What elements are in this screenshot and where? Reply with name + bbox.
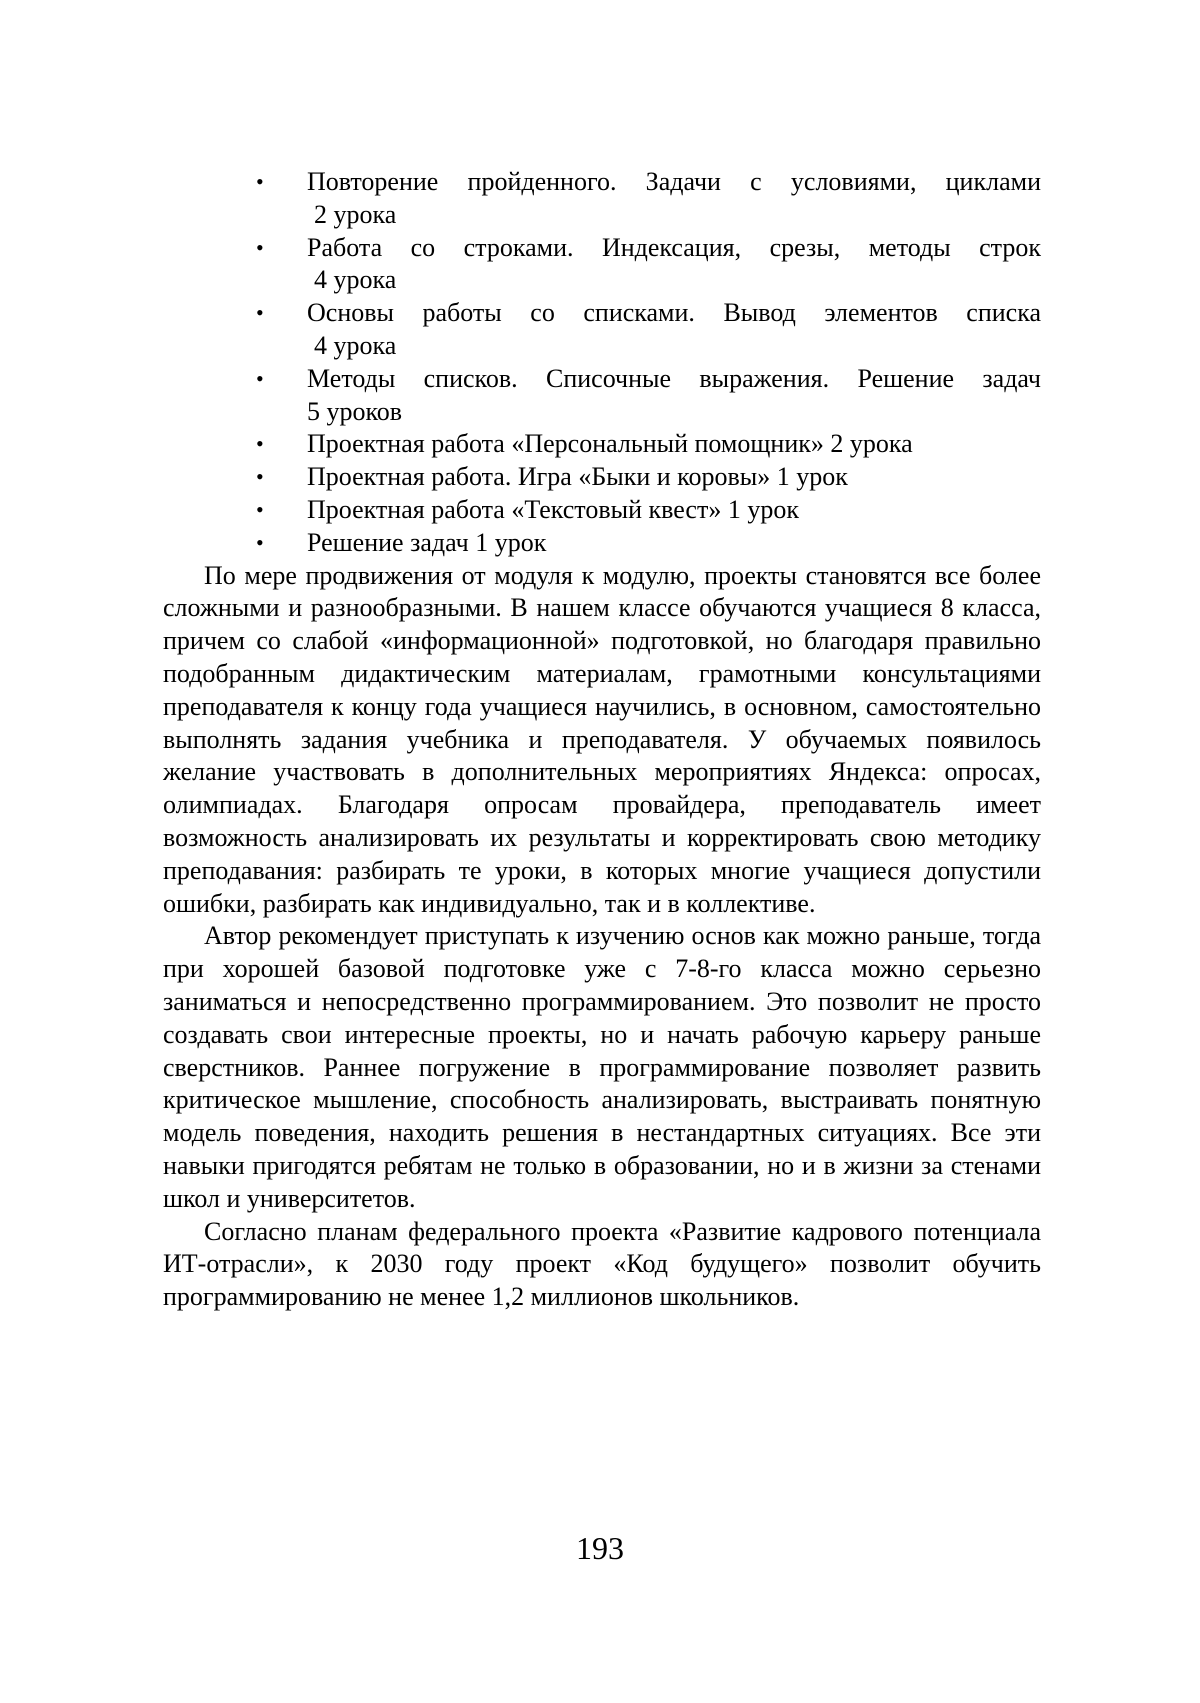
- list-item: [163, 461, 1041, 494]
- list-item: [163, 363, 1041, 429]
- list-item-text: Основы работы со списками. Вывод элементов списка: [307, 297, 1041, 330]
- list-item-text: Решение задач 1 урок: [307, 527, 1041, 560]
- bullet-icon: •: [256, 297, 266, 330]
- list-item-duration: 2 урока: [307, 199, 1041, 232]
- list-item-text: Проектная работа. Игра «Быки и коровы» 1 урок: [307, 461, 1041, 494]
- list-item-text: Проектная работа «Текстовый квест» 1 урок: [307, 494, 1041, 527]
- document-page: [0, 0, 1200, 1703]
- bullet-icon: •: [256, 232, 266, 265]
- list-item-text: Проектная работа «Персональный помощник» 2 урока: [307, 428, 1041, 461]
- list-item: [163, 166, 1041, 232]
- list-item: [163, 297, 1041, 363]
- body-paragraph: Согласно планам федерального проекта «Развитие кадрового потенциала ИТ-отрасли», к 2030 году проект «Код будущего» позволит обучить программированию не менее 1,2 миллионов школьников.: [163, 1216, 1041, 1314]
- bullet-icon: •: [256, 428, 266, 461]
- body-paragraph: По мере продвижения от модуля к модулю, проекты становятся все более сложными и разнообразными. В нашем классе обучаются учащиеся 8 класса, причем со слабой «информационной» подготовкой, но благодаря правильно подобранным дидактическим материалам, грамотными консультациями преподавателя к концу года учащиеся научились, в основном, самостоятельно выполнять задания учебника и преподавателя. У обучаемых появилось желание участвовать в дополнительных мероприятиях Яндекса: опросах, олимпиадах. Благодаря опросам провайдера, преподаватель имеет возможность анализировать их результаты и корректировать свою методику преподавания: разбирать те уроки, в которых многие учащиеся допустили ошибки, разбирать как индивидуально, так и в коллективе.: [163, 560, 1041, 921]
- list-item: [163, 494, 1041, 527]
- list-item-duration: 5 уроков: [307, 396, 1041, 429]
- page-content: [163, 166, 1041, 1314]
- list-item-duration: 4 урока: [307, 330, 1041, 363]
- list-item-duration: 4 урока: [307, 264, 1041, 297]
- bullet-icon: •: [256, 527, 266, 560]
- list-item: [163, 232, 1041, 298]
- list-item: [163, 527, 1041, 560]
- list-item: [163, 428, 1041, 461]
- bullet-icon: •: [256, 363, 266, 396]
- bullet-icon: •: [256, 166, 266, 199]
- list-item-text: Повторение пройденного. Задачи с условиями, циклами: [307, 166, 1041, 199]
- list-item-text: Методы списков. Списочные выражения. Решение задач: [307, 363, 1041, 396]
- page-number: 193: [0, 1528, 1200, 1568]
- bullet-icon: •: [256, 461, 266, 494]
- lesson-list: [163, 166, 1041, 560]
- bullet-icon: •: [256, 494, 266, 527]
- list-item-text: Работа со строками. Индексация, срезы, методы строк: [307, 232, 1041, 265]
- body-paragraph: Автор рекомендует приступать к изучению основ как можно раньше, тогда при хорошей базовой подготовке уже с 7-8-го класса можно серьезно заниматься и непосредственно программированием. Это позволит не просто создавать свои интересные проекты, но и начать рабочую карьеру раньше сверстников. Раннее погружение в программирование позволяет развить критическое мышление, способность анализировать, выстраивать понятную модель поведения, находить решения в нестандартных ситуациях. Все эти навыки пригодятся ребятам не только в образовании, но и в жизни за стенами школ и университетов.: [163, 920, 1041, 1215]
